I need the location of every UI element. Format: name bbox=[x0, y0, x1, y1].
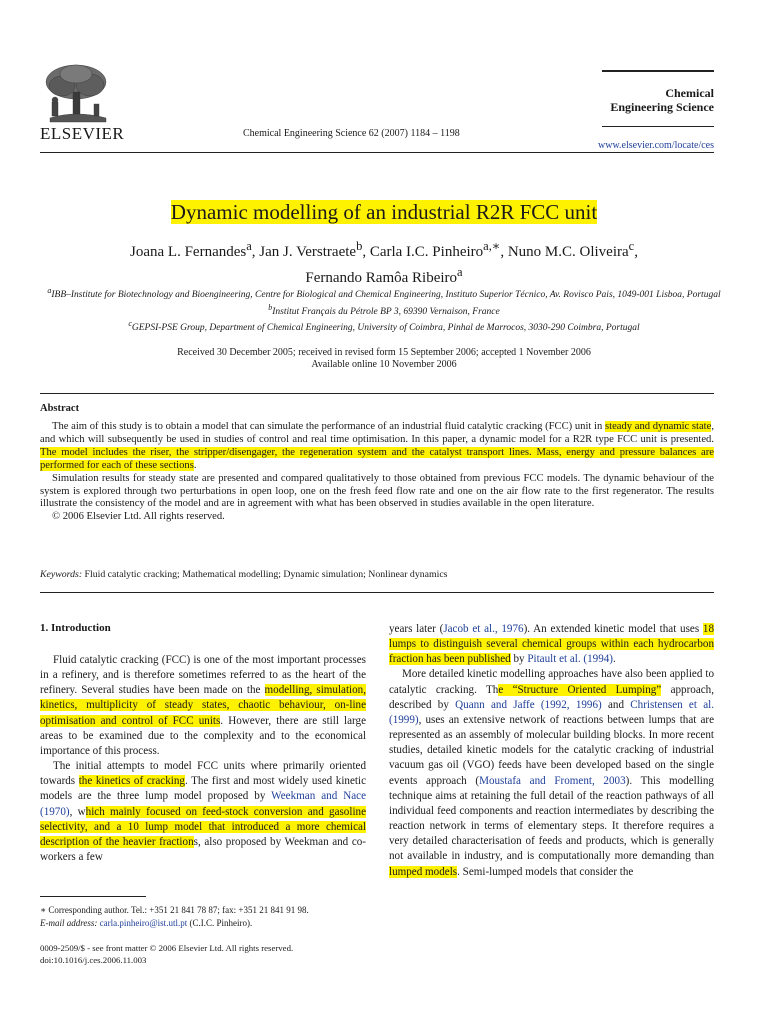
author-list bbox=[40, 236, 728, 288]
citation-link[interactable]: Christensen et al. (1999) bbox=[389, 698, 714, 726]
highlight: modelling, simulation, kinetics, multiplicity of steady states, chaotic behaviour, on-line optimisation and control of FCC units bbox=[40, 684, 366, 727]
highlight: the kinetics of cracking bbox=[78, 775, 185, 788]
available-online-date: Available online 10 November 2006 bbox=[311, 359, 457, 370]
journal-url-link[interactable]: www.elsevier.com/locate/ces bbox=[598, 140, 714, 151]
affiliation: $^b$Institut Français du Pétrole BP 3, 69390 Vernaison, France bbox=[268, 302, 500, 317]
journal-name-line2: Engineering Science bbox=[610, 100, 714, 114]
affiliation: $^c$GEPSI-PSE Group, Department of Chemical Engineering, University of Coimbra, Pinhal de Marrocos, 3030-290 Coimbra, Portugal bbox=[128, 319, 640, 334]
email-line: E-mail address: carla.pinheiro@ist.utl.pt (C.I.C. Pinheiro). bbox=[40, 917, 253, 928]
keywords-label: Keywords: bbox=[40, 569, 83, 580]
left-column bbox=[40, 653, 366, 865]
citation-link[interactable]: Weekman and Nace (1970) bbox=[40, 790, 366, 818]
highlight: hich mainly focused on feed-stock conversion and gasoline selectivity, and a 10 lump model that introduced a more chemical description of the heavier fraction bbox=[40, 805, 366, 848]
front-matter bbox=[40, 942, 370, 966]
journal-citation: Chemical Engineering Science 62 (2007) 1184 – 1198 bbox=[243, 128, 460, 139]
abstract-top-rule bbox=[40, 393, 714, 394]
keywords-line bbox=[40, 569, 714, 580]
email-link[interactable]: carla.pinheiro@ist.utl.pt bbox=[99, 917, 188, 928]
body-paragraph: Fluid catalytic cracking (FCC) is one of the most important processes in a refinery, and is therefore sometimes referred to as the heart of the refinery. Several studies have been made on the modelling, simulation, kinetics, multiplicity of steady states, chaotic behaviour, on-line optimisation and control of FCC units. However, there are still large areas to be examined due to the complexity and to the economical importance of this process. bbox=[40, 654, 366, 757]
email-label: E-mail address: bbox=[40, 917, 98, 928]
body-paragraph: More detailed kinetic modelling approaches have also been applied to catalytic cracking. The “Structure Oriented Lumping” approach, described by Quann and Jaffe (1992, 1996) and Christensen et al. (1999), uses an extensive network of reactions between lumps that are represented as an assembly of molecular building blocks. In more recent studies, detailed kinetic models for the catalytic cracking of industrial vacuum gas oil (VGO) feeds have been developed based on the single events approach (Moustafa and Froment, 2003). This modelling technique aims at retaining the full detail of the reaction pathways of all individual feed components and reaction intermediates by describing the reaction network in terms of elementary steps. It therefore requires a very detailed characterisation of feeds and products, which is generally not available in industry, and is computationally more demanding than lumped models. Semi-lumped models that consider the bbox=[389, 668, 715, 878]
author: Fernando Ramôa Ribeiro$^a$ bbox=[305, 265, 463, 286]
highlight: e “Structure Oriented Lumping” bbox=[498, 683, 662, 696]
journal-name-line1: Chemical bbox=[665, 86, 714, 100]
copyright-line: © 2006 Elsevier Ltd. All rights reserved. bbox=[52, 511, 225, 523]
highlight: lumped models bbox=[389, 865, 458, 878]
right-column bbox=[389, 622, 714, 880]
citation-link[interactable]: Moustafa and Froment, 2003 bbox=[479, 774, 626, 787]
received-dates: Received 30 December 2005; received in revised form 15 September 2006; accepted 1 November 2006 bbox=[177, 347, 591, 358]
author: Joana L. Fernandes$^a$, bbox=[130, 239, 260, 260]
body-paragraph: years later (Jacob et al., 1976). An extended kinetic model that uses 18 lumps to distinguish several chemical groups within each hydrocarbon fraction has been published by Pitault et al. (1994). bbox=[389, 623, 715, 666]
section-heading: 1. Introduction bbox=[40, 622, 111, 634]
highlight: 18 lumps to distinguish several chemical groups within each hydrocarbon fraction has been published bbox=[389, 623, 715, 666]
elsevier-tree-logo bbox=[30, 62, 124, 126]
abstract-body bbox=[40, 421, 714, 524]
corresponding-author-footnote bbox=[40, 904, 370, 929]
contact-line: ∗ Corresponding author. Tel.: +351 21 841 78 87; fax: +351 21 841 91 98. bbox=[40, 905, 309, 915]
highlight: steady and dynamic state bbox=[605, 421, 712, 432]
citation-link[interactable]: Pitault et al. (1994) bbox=[527, 653, 613, 666]
affiliation-list bbox=[40, 285, 728, 335]
doi-line: doi:10.1016/j.ces.2006.11.003 bbox=[40, 955, 147, 965]
article-title-text: Dynamic modelling of an industrial R2R FCC unit bbox=[170, 200, 598, 224]
affiliation: $^a$IBB–Institute for Biotechnology and Bioengineering, Centre for Biological and Chemical Engineering, Instituto Superior Técnico, Av. Rovisco Pais, 1049-001 Lisboa, Portugal bbox=[47, 286, 721, 301]
journal-name bbox=[602, 86, 714, 114]
header-rule bbox=[40, 152, 714, 153]
issn-line: 0009-2509/$ - see front matter © 2006 Elsevier Ltd. All rights reserved. bbox=[40, 943, 294, 953]
author: Carla I.C. Pinheiro$^{a,∗}$, bbox=[369, 239, 508, 260]
abstract-heading: Abstract bbox=[40, 403, 80, 414]
citation-link[interactable]: Jacob et al., 1976 bbox=[443, 623, 524, 635]
article-history bbox=[40, 347, 728, 371]
publisher-name: ELSEVIER bbox=[40, 124, 125, 143]
abstract-bottom-rule bbox=[40, 592, 714, 593]
keywords-text: Fluid catalytic cracking; Mathematical modelling; Dynamic simulation; Nonlinear dynamics bbox=[84, 569, 448, 580]
highlight: The model includes the riser, the stripper/disengager, the regeneration system and the catalyst transport lines. Mass, energy and pressure balances are performed for each of these sections bbox=[40, 446, 714, 471]
author: Jan J. Verstraete$^b$, bbox=[259, 239, 370, 260]
article-title bbox=[40, 200, 728, 225]
journal-title-box bbox=[602, 70, 714, 127]
abstract-paragraph: Simulation results for steady state are presented and compared qualitatively to those obtained from previous FCC models. The dynamic behaviour of the system is explored through two perturbations in open loop, one on the fresh feed flow rate and one on the air flow rate to the first regenerator. The results illustrate the consistency of the model and are in agreement with what has been observed in studies available in the open literature. bbox=[40, 472, 714, 510]
abstract-paragraph: The aim of this study is to obtain a model that can simulate the performance of an industrial fluid catalytic cracking (FCC) unit in steady and dynamic state, and which will subsequently be used in studies of control and real time optimisation. In this paper, a dynamic model for a R2R type FCC unit is presented. The model includes the riser, the stripper/disengager, the regeneration system and the catalyst transport lines. Mass, energy and pressure balances are performed for each of these sections. bbox=[40, 421, 714, 471]
citation-link[interactable]: Quann and Jaffe (1992, 1996) bbox=[455, 698, 602, 711]
footnote-rule bbox=[40, 896, 146, 897]
author: Nuno M.C. Oliveira$^c$, bbox=[507, 239, 638, 260]
body-paragraph: The initial attempts to model FCC units where primarily oriented towards the kinetics of cracking. The first and most widely used kinetic models are the three lump model proposed by Weekman and Nace (1970), which mainly focused on feed-stock conversion and gasoline selectivity, and a 10 lump model that introduced a more chemical description of the heavier fractions, also proposed by Weekman and co-workers a few bbox=[40, 760, 366, 864]
